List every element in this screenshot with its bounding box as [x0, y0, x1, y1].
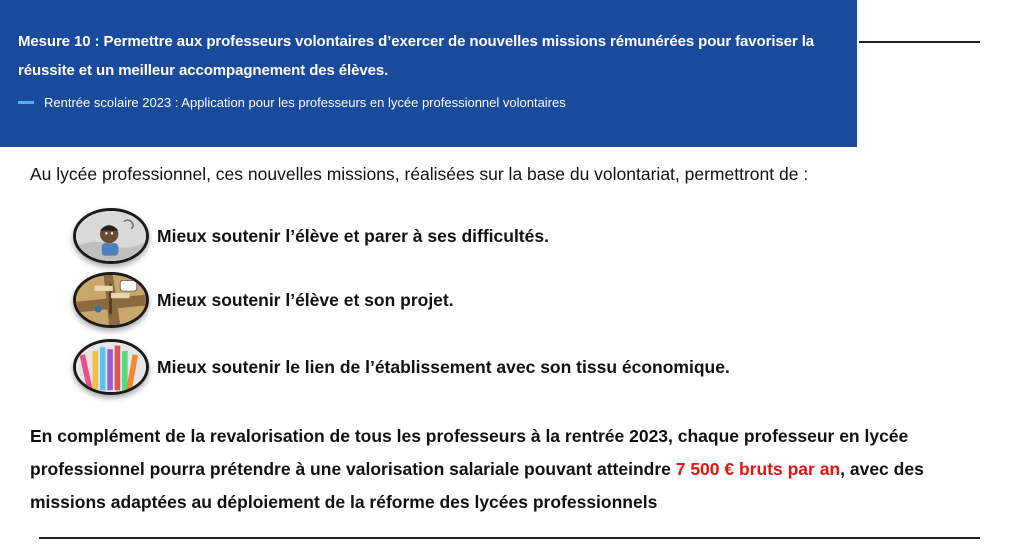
- top-divider: [859, 41, 980, 43]
- banner-subtitle-row: [18, 95, 833, 110]
- closing-text-end: , avec des missions adaptées au déploiement de la réforme des lycées professionnels: [30, 459, 924, 512]
- bottom-divider: [39, 537, 980, 539]
- crossroads-signpost-icon: [73, 272, 149, 328]
- banner-title: Mesure 10 : Permettre aux professeurs volontaires d’exercer de nouvelles missions rémunérées pour favoriser la réussite et un meilleur accompagnement des élèves.: [18, 33, 815, 79]
- measure-banner: [0, 0, 857, 147]
- mission-item-project: [73, 272, 454, 328]
- salary-highlight: 7 500 € bruts par an: [675, 459, 841, 479]
- mission-label: Mieux soutenir le lien de l’établissement avec son tissu économique.: [157, 356, 730, 377]
- mission-item-difficulties: [73, 208, 549, 264]
- mission-label: Mieux soutenir l’élève et parer à ses difficultés.: [157, 225, 549, 246]
- mission-item-economic-link: [73, 339, 730, 395]
- intro-text: Au lycée professionnel, ces nouvelles missions, réalisées sur la base du volontariat, permettront de :: [30, 164, 809, 184]
- dash-icon: [18, 101, 34, 104]
- mission-label: Mieux soutenir l’élève et son projet.: [157, 289, 454, 310]
- closing-text-start: En complément de la revalorisation de tous les professeurs à la rentrée 2023, chaque professeur en lycée professionnel pourra prétendre à une valorisation salariale pouvant atteindre: [30, 426, 909, 479]
- closing-paragraph: [30, 420, 990, 519]
- colored-pencils-icon: [73, 339, 149, 395]
- banner-subtitle: Rentrée scolaire 2023 : Application pour les professeurs en lycée professionnel volontaires: [44, 95, 566, 110]
- student-thinking-icon: [73, 208, 149, 264]
